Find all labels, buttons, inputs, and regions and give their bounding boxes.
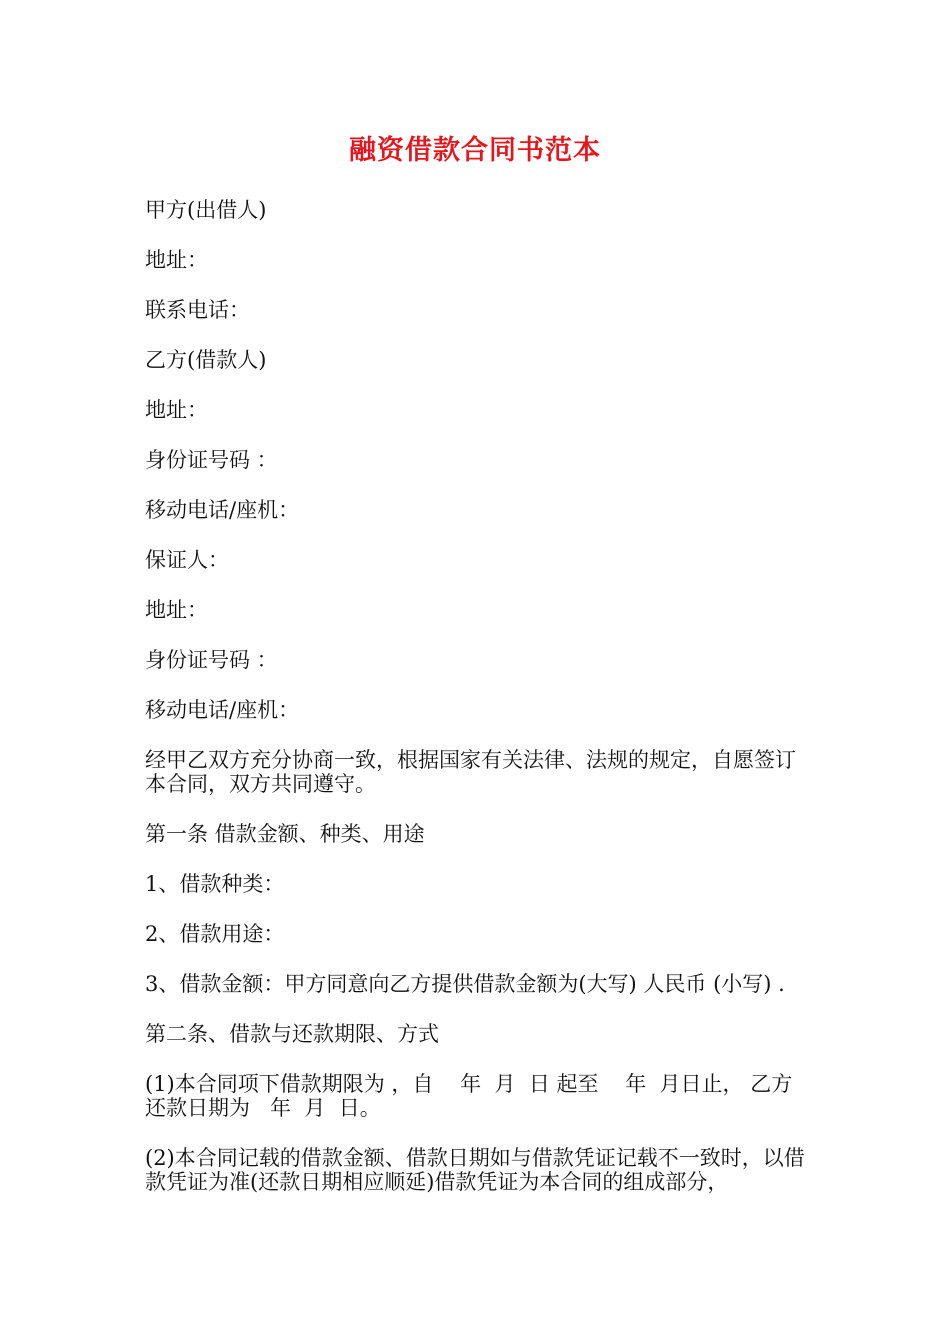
paragraph-borrower: 乙方(借款人) [145,348,267,372]
paragraph-article-1: 第一条 借款金额、种类、用途 [145,822,425,846]
document-title: 融资借款合同书范本 [349,135,601,166]
paragraph-guarantor: 保证人： [145,548,229,572]
paragraph-borrower-address: 地址： [145,398,208,422]
paragraph-lender-address: 地址： [145,248,208,272]
paragraph-lender-phone: 联系电话： [145,298,250,322]
paragraph-article-2: 第二条、借款与还款期限、方式 [145,1022,439,1046]
paragraph-guarantor-address: 地址： [145,598,208,622]
paragraph-guarantor-phone: 移动电话/座机： [145,698,300,722]
document-body [145,198,810,1220]
paragraph-lender: 甲方(出借人) [145,198,267,222]
paragraph-loan-voucher: (2)本合同记载的借款金额、借款日期如与借款凭证记载不一致时，以借款凭证为准(还款日期相应顺延)借款凭证为本合同的组成部分， [145,1146,805,1194]
paragraph-loan-purpose: 2、借款用途： [145,922,285,946]
paragraph-loan-type: 1、借款种类： [145,872,285,896]
paragraph-agreement: 经甲乙双方充分协商一致，根据国家有关法律、法规的规定，自愿签订本合同，双方共同遵守。 [145,748,796,796]
paragraph-loan-term: (1)本合同项下借款期限为 ，自 年 月 日 起至 年 月日止， 乙方还款日期为 年 月 日。 [145,1072,793,1120]
paragraph-borrower-phone: 移动电话/座机： [145,498,300,522]
paragraph-borrower-id: 身份证号码 ： [145,448,278,472]
paragraph-loan-amount: 3、借款金额：甲方同意向乙方提供借款金额为(大写) 人民币 (小写) . [145,972,785,996]
paragraph-guarantor-id: 身份证号码 ： [145,648,278,672]
